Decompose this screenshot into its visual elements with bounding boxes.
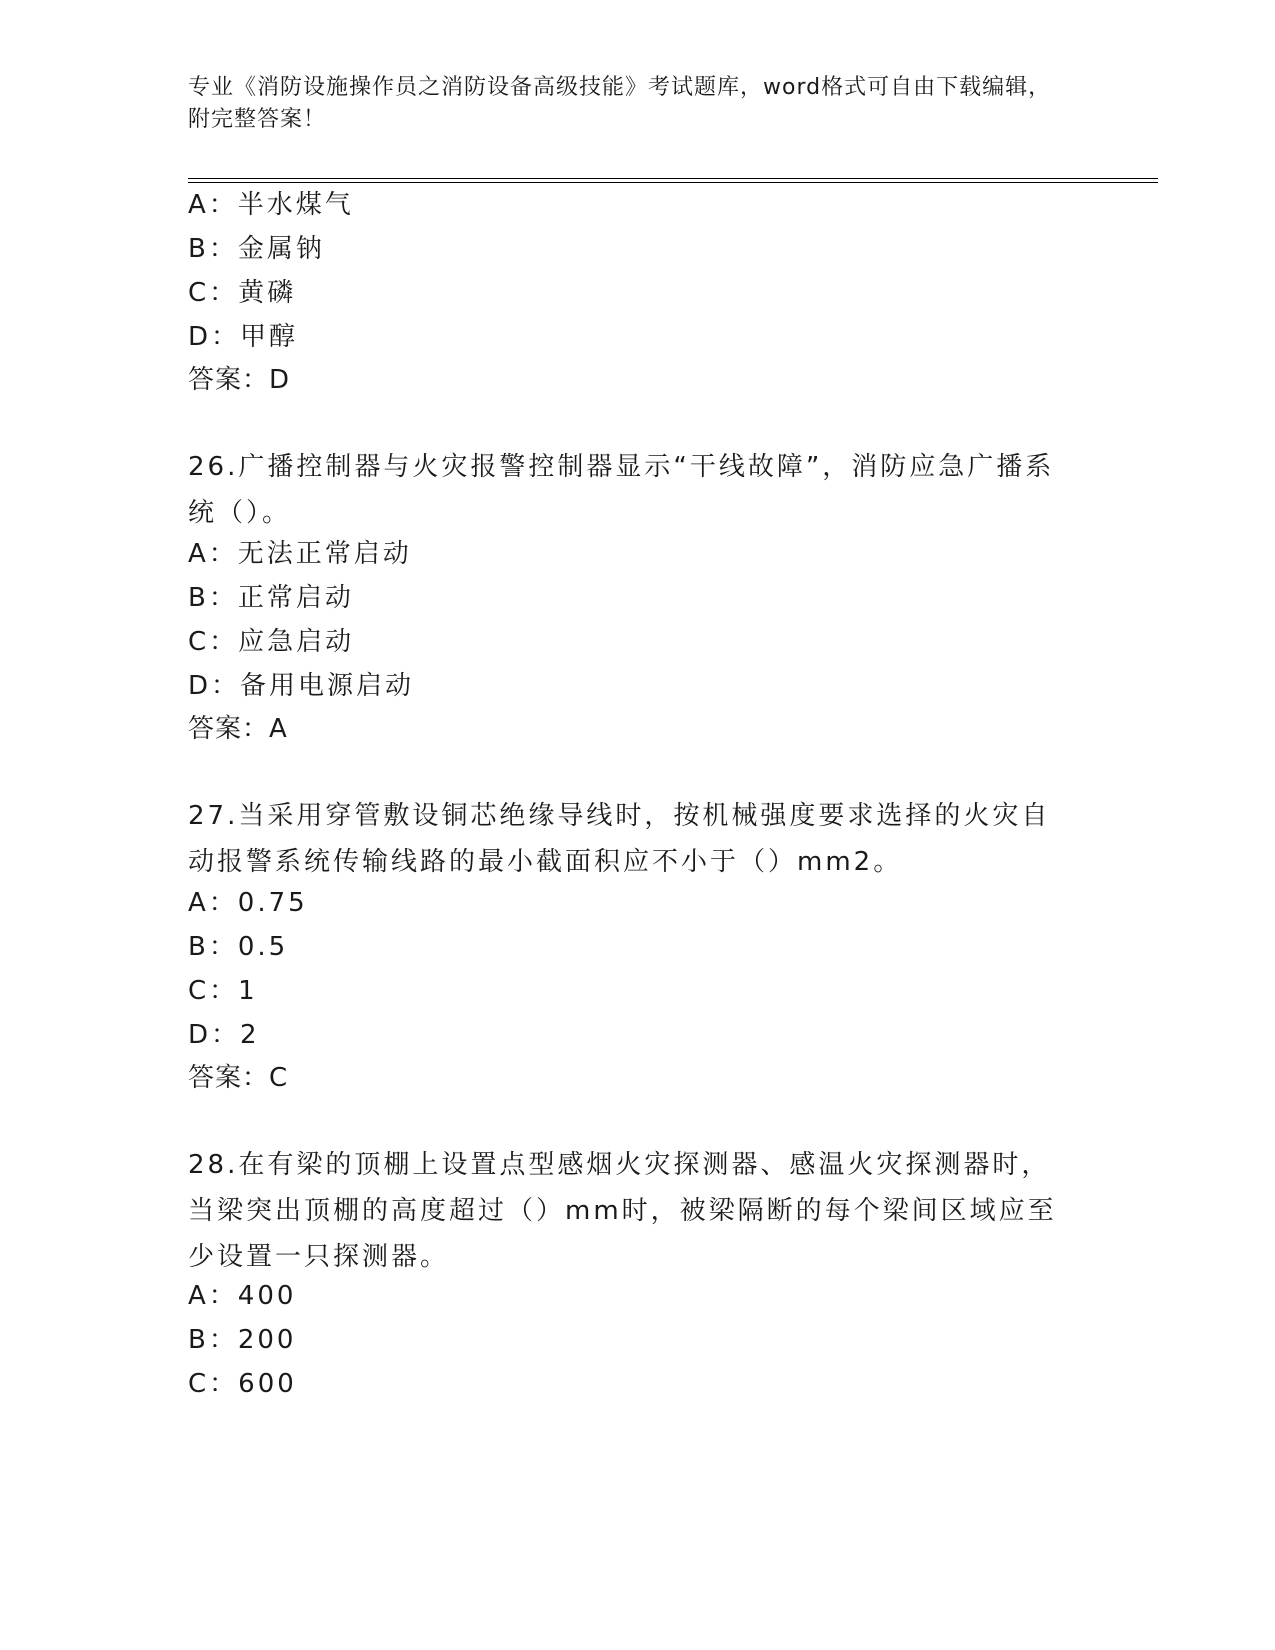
q28-option-b: B：200	[188, 1325, 297, 1355]
q25-answer: 答案：D	[188, 365, 291, 395]
q27-option-d: D：2	[188, 1020, 260, 1050]
q26-option-d: D：备用电源启动	[188, 671, 415, 701]
q27-option-c: C：1	[188, 976, 258, 1006]
q25-option-d: D：甲醇	[188, 322, 299, 352]
q27-option-a: A：0.75	[188, 888, 308, 918]
header-divider	[188, 178, 1158, 179]
q25-option-c: C：黄磷	[188, 278, 297, 308]
q26-option-c: C：应急启动	[188, 627, 355, 657]
header-divider-second	[188, 182, 1158, 183]
q27-option-b: B：0.5	[188, 932, 289, 962]
q25-option-b: B：金属钠	[188, 234, 325, 264]
q25-option-a: A：半水煤气	[188, 190, 354, 220]
q28-option-a: A：400	[188, 1281, 297, 1311]
q26-option-b: B：正常启动	[188, 583, 354, 613]
q28-stem: 28.在有梁的顶棚上设置点型感烟火灾探测器、感温火灾探测器时，当梁突出顶棚的高度超过（）mm时，被梁隔断的每个梁间区域应至少设置一只探测器。	[188, 1150, 1057, 1272]
q28-option-c: C：600	[188, 1369, 297, 1399]
q27-answer: 答案：C	[188, 1063, 289, 1093]
document-header: 专业《消防设施操作员之消防设备高级技能》考试题库，word格式可自由下载编辑，附完整答案！	[188, 75, 1052, 132]
q26-stem: 26.广播控制器与火灾报警控制器显示“干线故障”，消防应急广播系统（）。	[188, 452, 1055, 528]
q27-stem: 27.当采用穿管敷设铜芯绝缘导线时，按机械强度要求选择的火灾自动报警系统传输线路的最小截面积应不小于（）mm2。	[188, 801, 1051, 877]
q26-option-a: A：无法正常启动	[188, 539, 412, 569]
q26-answer: 答案：A	[188, 714, 288, 744]
